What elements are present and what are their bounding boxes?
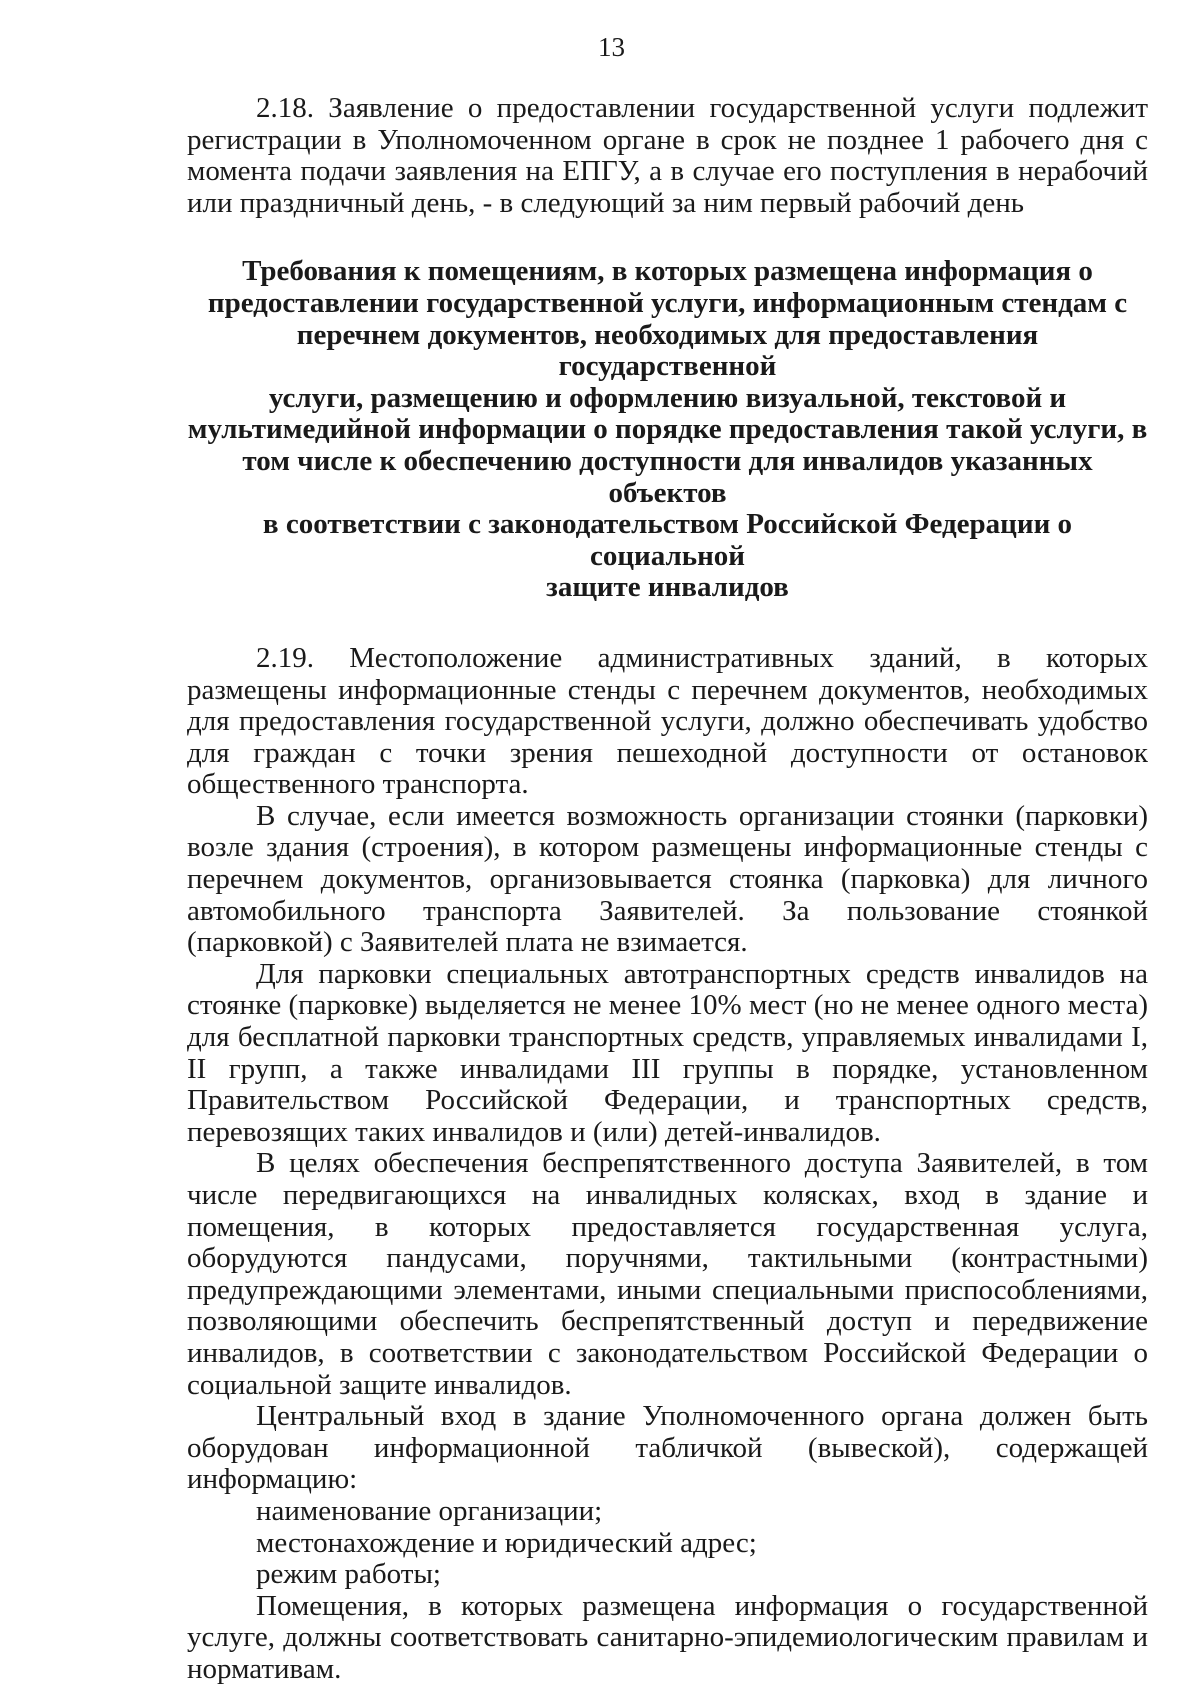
heading-line: в соответствии с законодательством Российской Федерации о социальной <box>262 508 1073 572</box>
list-item: наименование организации; <box>256 1494 603 1527</box>
paragraph-accessibility: В целях обеспечения беспрепятственного доступа Заявителей, в том числе передвигающихся на инвалидных колясках, вход в здание и помещения, в которых предоставляется государственная услуга, оборудуются пандусами, поручнями, тактильными (контрастными) предупреждающими элементами, иными специальными приспособлениями, позволяющими обеспечить беспрепятственный доступ и передвижение инвалидов, в соответствии с законодательством Российской Федерации о социальной защите инвалидов. <box>187 1147 1148 1401</box>
heading-line: предоставлении государственной услуги, информационным стендам с <box>207 286 1128 319</box>
heading-line: том числе к обеспечению доступности для инвалидов указанных объектов <box>242 444 1093 509</box>
list-item: местонахождение и юридический адрес; <box>256 1526 757 1559</box>
heading-line: Требования к помещениям, в которых размещена информация о <box>242 255 1093 288</box>
heading-line: мультимедийной информации о порядке предоставления такой услуги, в <box>187 413 1148 446</box>
page-number: 13 <box>598 32 625 62</box>
paragraph-disabled-parking: Для парковки специальных автотранспортных средств инвалидов на стоянке (парковке) выделяется не менее 10% мест (но не менее одного места) для бесплатной парковки транспортных средств, управляемых инвалидами I, II групп, а также инвалидами III группы в порядке, установленном Правительством Российской Федерации, и транспортных средств, перевозящих таких инвалидов и (или) детей-инвалидов. <box>187 957 1148 1148</box>
paragraph-entrance-sign: Центральный вход в здание Уполномоченного органа должен быть оборудован информационной табличкой (вывеской), содержащей информацию: <box>187 1400 1148 1496</box>
paragraph-2-19: 2.19. Местоположение административных зданий, в которых размещены информационные стенды с перечнем документов, необходимых для предоставления государственной услуги, должно обеспечивать удобство для граждан с точки зрения пешеходной доступности от остановок общественного транспорта. <box>187 641 1148 801</box>
heading-line: перечнем документов, необходимых для предоставления государственной <box>296 318 1039 383</box>
paragraph-parking: В случае, если имеется возможность организации стоянки (парковки) возле здания (строения), в котором размещены информационные стенды с перечнем документов, организовывается стоянка (парковка) для личного автомобильного транспорта Заявителей. За пользование стоянкой (парковкой) с Заявителей плата не взимается. <box>187 799 1148 959</box>
paragraph-premises: Помещения, в которых размещена информация о государственной услуге, должны соответствовать санитарно-эпидемиологическим правилам и нормативам. <box>187 1589 1148 1685</box>
list-item: режим работы; <box>256 1558 441 1591</box>
paragraph-2-18: 2.18. Заявление о предоставлении государственной услуги подлежит регистрации в Уполномоченном органе в срок не позднее 1 рабочего дня с момента подачи заявления на ЕПГУ, а в случае его поступления в нерабочий или праздничный день, - в следующий за ним первый рабочий день <box>187 92 1148 219</box>
document-body <box>187 93 1148 1686</box>
heading-line: защите инвалидов <box>546 571 789 604</box>
section-heading <box>187 256 1148 604</box>
heading-line: услуги, размещению и оформлению визуальной, текстовой и <box>268 381 1067 414</box>
